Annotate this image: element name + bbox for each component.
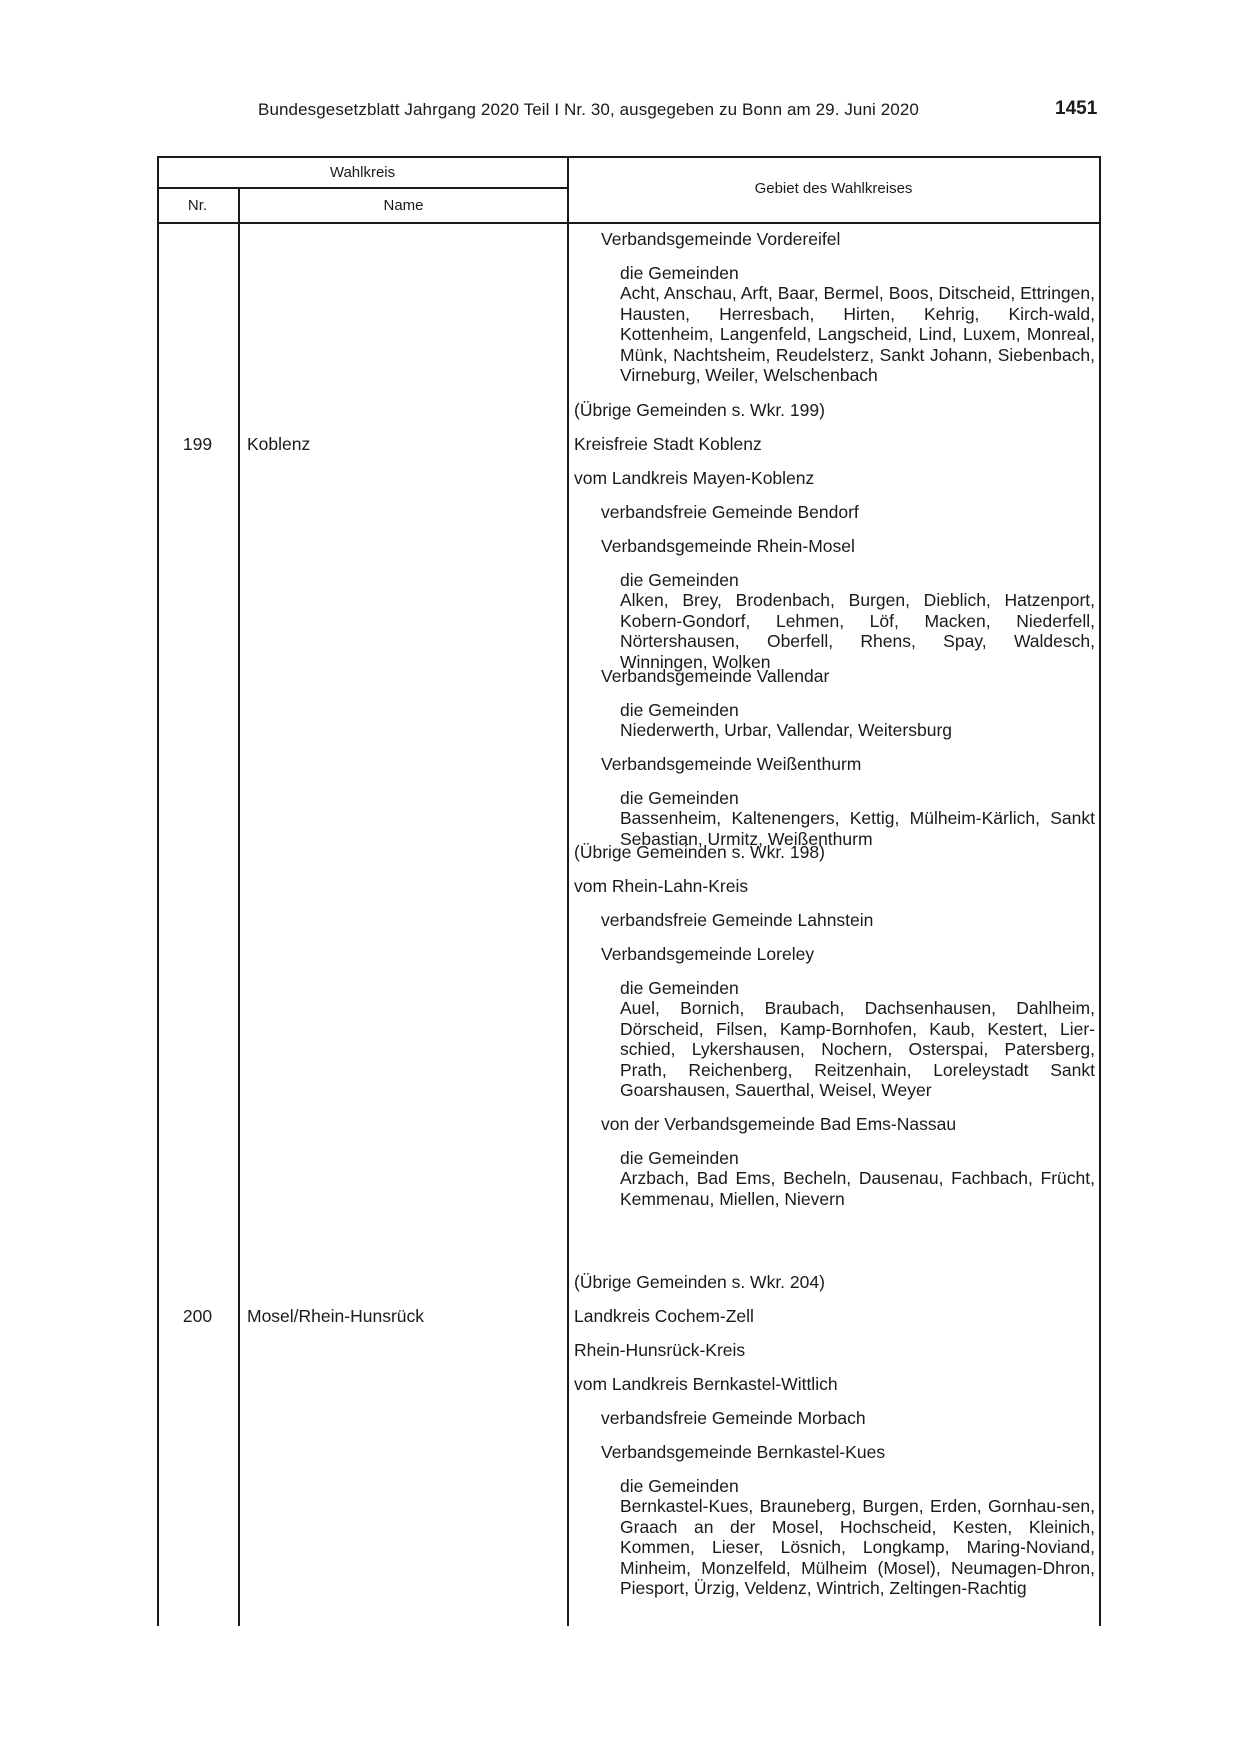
wahlkreis-table	[157, 156, 1101, 1626]
nr-column-header: Nr.	[187, 197, 208, 214]
gemeinden-heading: die Gemeinden	[620, 700, 739, 720]
gebiet-entry: Verbandsgemeinde Weißenthurm	[601, 754, 862, 774]
gebiet-entry: (Übrige Gemeinden s. Wkr. 204)	[574, 1272, 825, 1292]
gemeinden-list: Bassenheim, Kaltenengers, Kettig, Mülheim-Kärlich, Sankt Sebastian, Urmitz, Weißenthurm	[620, 808, 1095, 849]
gemeinden-heading: die Gemeinden	[620, 263, 739, 283]
gebiet-entry: (Übrige Gemeinden s. Wkr. 198)	[574, 842, 825, 862]
gemeinden-list: Niederwerth, Urbar, Vallendar, Weitersburg	[620, 720, 953, 740]
gebiet-entry: vom Landkreis Bernkastel-Wittlich	[574, 1374, 838, 1394]
gemeinden-heading: die Gemeinden	[620, 570, 739, 590]
name-column-header: Name	[383, 197, 424, 214]
gemeinden-heading: die Gemeinden	[620, 1476, 739, 1496]
gebiet-entry: Verbandsgemeinde Vordereifel	[601, 229, 841, 249]
gebiet-column-header: Gebiet des Wahlkreises	[754, 180, 913, 197]
wahlkreis-number: 199	[182, 434, 213, 454]
page-number: 1451	[1055, 98, 1098, 119]
running-header: Bundesgesetzblatt Jahrgang 2020 Teil I Nr. 30, ausgegeben zu Bonn am 29. Juni 2020	[258, 100, 919, 119]
table-left-border	[157, 156, 159, 1626]
gebiet-entry: verbandsfreie Gemeinde Bendorf	[601, 502, 859, 522]
name-gebiet-divider	[567, 156, 569, 1626]
gemeinden-list: Arzbach, Bad Ems, Becheln, Dausenau, Fachbach, Frücht, Kemmenau, Miellen, Nievern	[620, 1168, 1095, 1209]
header-bottom-border	[157, 222, 1101, 224]
gemeinden-heading: die Gemeinden	[620, 788, 739, 808]
gemeinden-list: Acht, Anschau, Arft, Baar, Bermel, Boos, Ditscheid, Ettringen, Hausten, Herresbach, Hirten, Kehrig, Kirch-wald, Kottenheim, Langenfeld, Langscheid, Lind, Luxem, Monreal, Münk, Nachtsheim, Reudelsterz, Sankt Johann, Siebenbach, Virneburg, Weiler, Welschenbach	[620, 283, 1095, 385]
gebiet-entry: Verbandsgemeinde Vallendar	[601, 666, 830, 686]
wahlkreis-group-divider	[157, 187, 568, 189]
gebiet-entry: Rhein-Hunsrück-Kreis	[574, 1340, 746, 1360]
table-right-border	[1099, 156, 1101, 1626]
gemeinden-heading: die Gemeinden	[620, 1148, 739, 1168]
wahlkreis-name: Mosel/Rhein-Hunsrück	[247, 1306, 425, 1326]
gebiet-entry: verbandsfreie Gemeinde Lahnstein	[601, 910, 874, 930]
gebiet-entry: vom Rhein-Lahn-Kreis	[574, 876, 749, 896]
gebiet-entry: vom Landkreis Mayen-Koblenz	[574, 468, 815, 488]
nr-name-divider	[238, 187, 240, 1626]
gebiet-entry: verbandsfreie Gemeinde Morbach	[601, 1408, 866, 1428]
gebiet-entry: von der Verbandsgemeinde Bad Ems-Nassau	[601, 1114, 957, 1134]
gebiet-entry: Verbandsgemeinde Loreley	[601, 944, 815, 964]
gemeinden-list: Bernkastel-Kues, Brauneberg, Burgen, Erden, Gornhau-sen, Graach an der Mosel, Hochscheid, Kesten, Kleinich, Kommen, Lieser, Lösnich, Longkamp, Maring-Noviand, Minheim, Monzelfeld, Mülheim (Mosel), Neumagen-Dhron, Piesport, Ürzig, Veldenz, Wintrich, Zeltingen-Rachtig	[620, 1496, 1095, 1598]
gebiet-entry: Kreisfreie Stadt Koblenz	[574, 434, 762, 454]
gebiet-entry: (Übrige Gemeinden s. Wkr. 199)	[574, 400, 825, 420]
wahlkreis-number: 200	[182, 1306, 213, 1326]
gemeinden-list: Auel, Bornich, Braubach, Dachsenhausen, Dahlheim, Dörscheid, Filsen, Kamp-Bornhofen, Kaub, Kestert, Lier-schied, Lykershausen, Nochern, Osterspai, Patersberg, Prath, Reichenberg, Reitzenhain, Loreleystadt Sankt Goarshausen, Sauerthal, Weisel, Weyer	[620, 998, 1095, 1100]
table-top-border	[157, 156, 1101, 158]
wahlkreis-group-header: Wahlkreis	[329, 164, 396, 181]
gebiet-entry: Verbandsgemeinde Rhein-Mosel	[601, 536, 855, 556]
gebiet-entry: Landkreis Cochem-Zell	[574, 1306, 754, 1326]
gemeinden-heading: die Gemeinden	[620, 978, 739, 998]
wahlkreis-name: Koblenz	[247, 434, 311, 454]
gemeinden-list: Alken, Brey, Brodenbach, Burgen, Dieblich, Hatzenport, Kobern-Gondorf, Lehmen, Löf, Macken, Niederfell, Nörtershausen, Oberfell, Rhens, Spay, Waldesch, Winningen, Wolken	[620, 590, 1095, 672]
gebiet-entry: Verbandsgemeinde Bernkastel-Kues	[601, 1442, 886, 1462]
